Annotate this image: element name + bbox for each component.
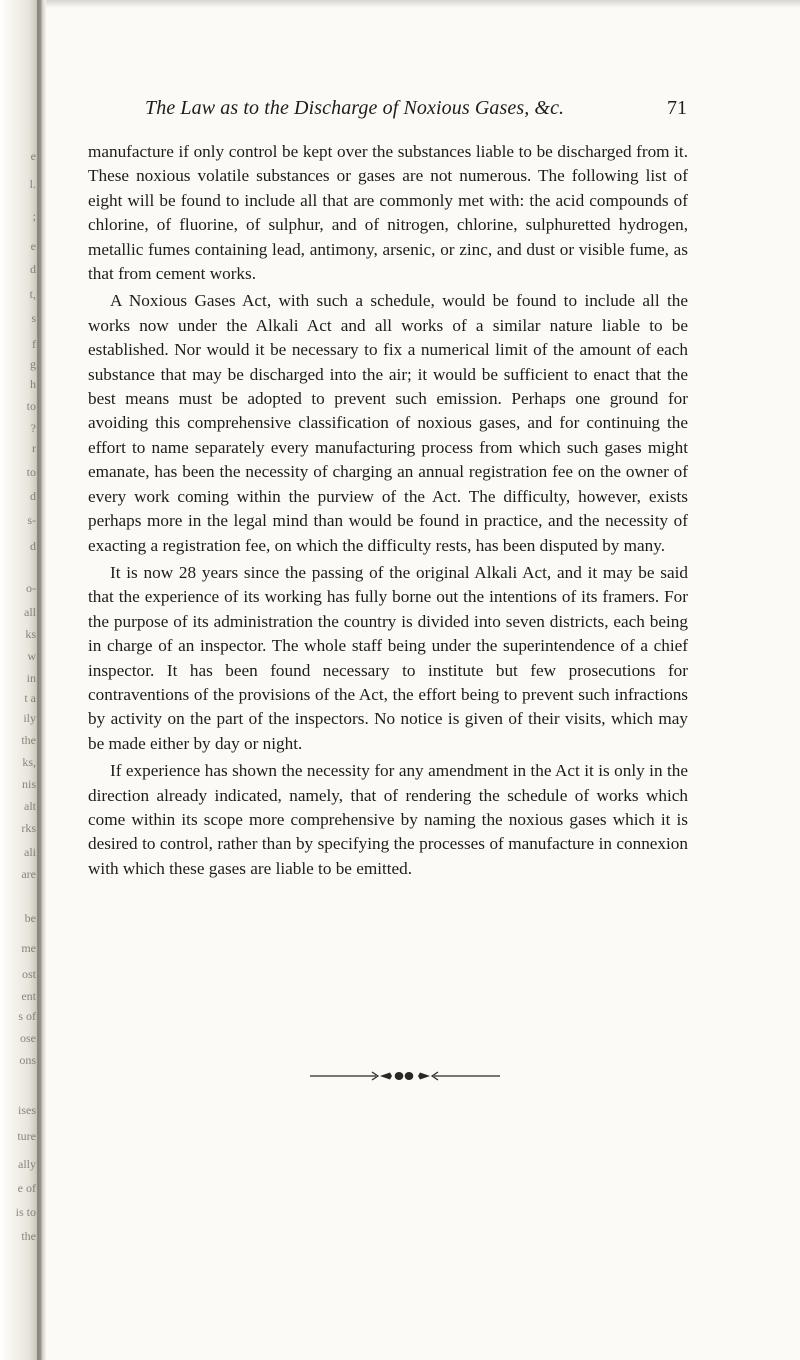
section-end-ornament — [310, 1069, 500, 1083]
margin-bleed-text: ks, — [22, 755, 36, 769]
margin-bleed-text: in — [26, 671, 36, 685]
margin-bleed-text: ost — [21, 967, 36, 981]
margin-bleed-text: r — [32, 441, 36, 455]
margin-bleed-text: ture — [17, 1129, 36, 1143]
margin-bleed-text: the — [21, 733, 36, 747]
margin-bleed-text: all — [24, 605, 36, 619]
margin-bleed-text: o- — [26, 581, 36, 595]
margin-bleed-text: ? — [30, 421, 36, 435]
margin-bleed-text: l. — [29, 177, 36, 191]
margin-bleed-text: h — [30, 377, 36, 391]
margin-bleed-text: e — [30, 149, 36, 163]
margin-bleed-text: ali — [24, 845, 36, 859]
binding-shadow-line — [37, 0, 39, 1360]
paragraph-continuation: manufacture if only control be kept over the substances liable to be discharged from it. These noxious volatile substances or gases are not numerous. The following list of eight will be found to include all that are commonly met with: the acid compounds of chlorine, of fluorine, of sulphur, and of nitrogen, chlorine, sulphuretted hydrogen, metallic fumes containing lead, antimony, arsenic, or zinc, and dust or visible fume, as that from cement works. — [88, 142, 688, 284]
margin-bleed-text: ises — [18, 1103, 36, 1117]
running-head-title: The Law as to the Discharge of Noxious Gases, &c. — [145, 97, 565, 119]
paragraph: If experience has shown the necessity for any amendment in the Act it is only in the direction already indicated, namely, that of rendering the schedule of works which come within its scope more comprehensive by naming the noxious gases which it is desired to control, rather than by specifying the processes of manufacture in connexion with which these gases are liable to be emitted. — [88, 761, 688, 878]
margin-bleed-text: d — [30, 539, 36, 553]
margin-bleed-text: ily — [23, 711, 36, 725]
page-top-edge — [0, 0, 800, 8]
margin-bleed-text: are — [21, 867, 36, 881]
paragraph: A Noxious Gases Act, with such a schedule, would be found to include all the works now under the Alkali Act and all works of a similar nature liable to be established. Nor would it be necessary to fix a numerical limit of the amount of each substance that may be discharged into the air; it would be sufficient to enact that the best means must be adopted to prevent such emission. Perhaps one ground for avoiding this comprehensive classification of noxious gases, and for continuing the effort to name separately every manufacturing process from which such gases might emanate, has been the necessity of charging an annual registration fee on the owner of every work coming within the purview of the Act. The difficulty, however, exists perhaps more in the legal mind than would be found in practice, and the necessity of exacting a registration fee, on which the difficulty rests, has been disputed by many. — [88, 291, 688, 555]
margin-bleed-text: w — [27, 649, 36, 663]
margin-bleed-text: d — [30, 262, 36, 276]
margin-bleed-text: ally — [18, 1157, 36, 1171]
paragraph: It is now 28 years since the passing of the original Alkali Act, and it may be said that the experience of its working has fully borne out the intentions of its framers. For the purpose of its administration the country is divided into seven districts, each being in charge of an inspector. The whole staff being under the superintendence of a chief inspector. It has been found necessary to institute but few prosecutions for contraventions of the provisions of the Act, the effort being to prevent such infractions by activity on the part of the inspectors. No notice is given of their visits, which may be made either by day or night. — [88, 562, 688, 753]
margin-bleed-text: ons — [19, 1053, 36, 1067]
running-head — [145, 97, 687, 123]
margin-bleed-text: to — [26, 465, 36, 479]
margin-bleed-text: nis — [21, 777, 36, 791]
margin-bleed-text: ose — [20, 1031, 36, 1045]
margin-bleed-text: is to — [15, 1205, 36, 1219]
margin-bleed-text: s- — [27, 513, 36, 527]
body-text — [88, 140, 688, 881]
page-number: 71 — [667, 97, 687, 119]
margin-bleed-text: be — [24, 911, 36, 925]
margin-bleed-text: ks — [25, 627, 36, 641]
margin-bleed-text: t a — [24, 691, 36, 705]
margin-bleed-text: me — [21, 941, 36, 955]
margin-bleed-text: to — [26, 399, 36, 413]
margin-bleed-text: d — [30, 489, 36, 503]
margin-bleed-text: e of — [17, 1181, 36, 1195]
margin-bleed-text: alt — [24, 799, 36, 813]
margin-bleed-text: g — [30, 357, 36, 371]
margin-bleed-text: s of — [18, 1009, 36, 1023]
margin-bleed-text: rks — [21, 821, 36, 835]
margin-bleed-text: t, — [29, 287, 36, 301]
margin-bleed-text: s — [31, 311, 36, 325]
margin-bleed-text: e — [30, 239, 36, 253]
margin-bleed-text: the — [21, 1229, 36, 1243]
margin-bleed-text: f — [32, 337, 36, 351]
margin-bleed-text: ; — [32, 209, 36, 223]
margin-bleed-text: ent — [21, 989, 36, 1003]
